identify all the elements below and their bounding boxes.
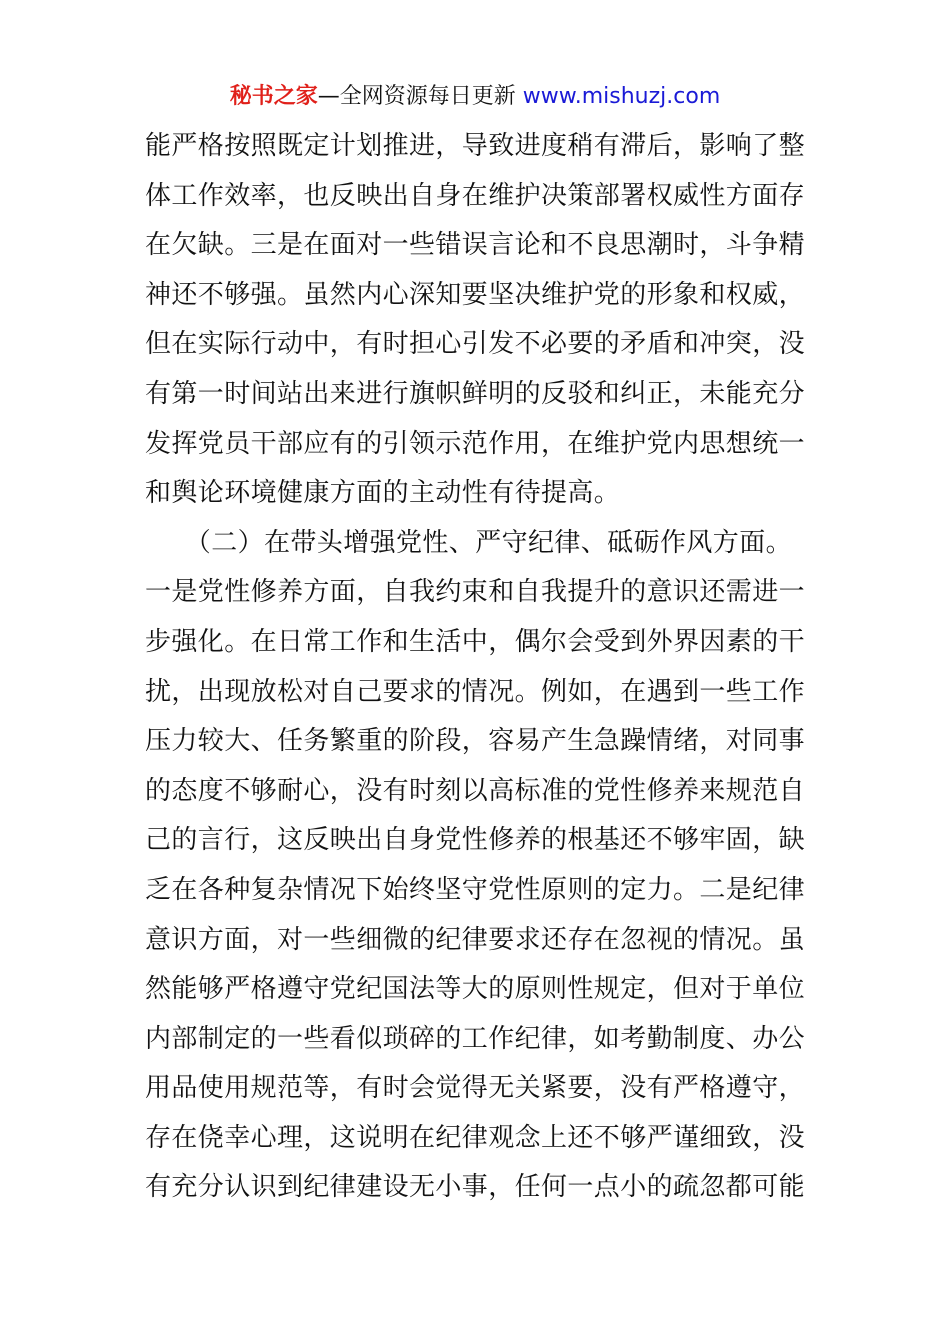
text-line: 但在实际行动中，有时担心引发不必要的矛盾和冲突，没 [145,329,806,360]
text-line: 存在侥幸心理，这说明在纪律观念上还不够严谨细致，没 [145,1122,806,1153]
text-line: 在欠缺。三是在面对一些错误言论和不良思潮时，斗争精 [145,230,806,261]
text-line: 步强化。在日常工作和生活中，偶尔会受到外界因素的干 [145,626,806,657]
header-tagline: —全网资源每日更新 [317,84,523,109]
text-line: 乏在各种复杂情况下始终坚守党性原则的定力。二是纪律 [145,874,806,905]
text-line: 神还不够强。虽然内心深知要坚决维护党的形象和权威， [145,279,806,310]
text-line: 内部制定的一些看似琐碎的工作纪律，如考勤制度、办公 [145,1023,806,1054]
text-line: 体工作效率，也反映出自身在维护决策部署权威性方面存 [145,180,806,211]
text-line: 能严格按照既定计划推进，导致进度稍有滞后，影响了整 [145,131,806,161]
text-line: 压力较大、任务繁重的阶段，容易产生急躁情绪，对同事 [145,726,806,757]
text-line: 有充分认识到纪律建设无小事，任何一点小的疏忽都可能 [145,1172,806,1203]
brand-name: 秘书之家 [229,84,318,109]
text-line: 发挥党员干部应有的引领示范作用，在维护党内思想统一 [145,428,806,459]
text-line: 和舆论环境健康方面的主动性有待提高。 [145,478,621,509]
text-line: 一是党性修养方面，自我约束和自我提升的意识还需进一 [145,577,806,608]
text-line: 扰，出现放松对自己要求的情况。例如，在遇到一些工作 [145,676,806,707]
text-line: 的态度不够耐心，没有时刻以高标准的党性修养来规范自 [145,775,806,806]
text-line: 用品使用规范等，有时会觉得无关紧要，没有严格遵守， [145,1073,806,1104]
text-line: 有第一时间站出来进行旗帜鲜明的反驳和纠正，未能充分 [145,378,806,409]
text-line: 然能够严格遵守党纪国法等大的原则性规定，但对于单位 [145,974,806,1005]
text-line: 己的言行，这反映出自身党性修养的根基还不够牢固，缺 [145,825,806,856]
section-heading-line: （二）在带头增强党性、严守纪律、砥砺作风方面。 [145,527,793,558]
page-header [0,80,950,114]
body-text [145,122,810,1213]
site-url-link[interactable]: www.mishuzj.com [522,84,721,109]
text-line: 意识方面，对一些细微的纪律要求还存在忽视的情况。虽 [145,924,806,955]
